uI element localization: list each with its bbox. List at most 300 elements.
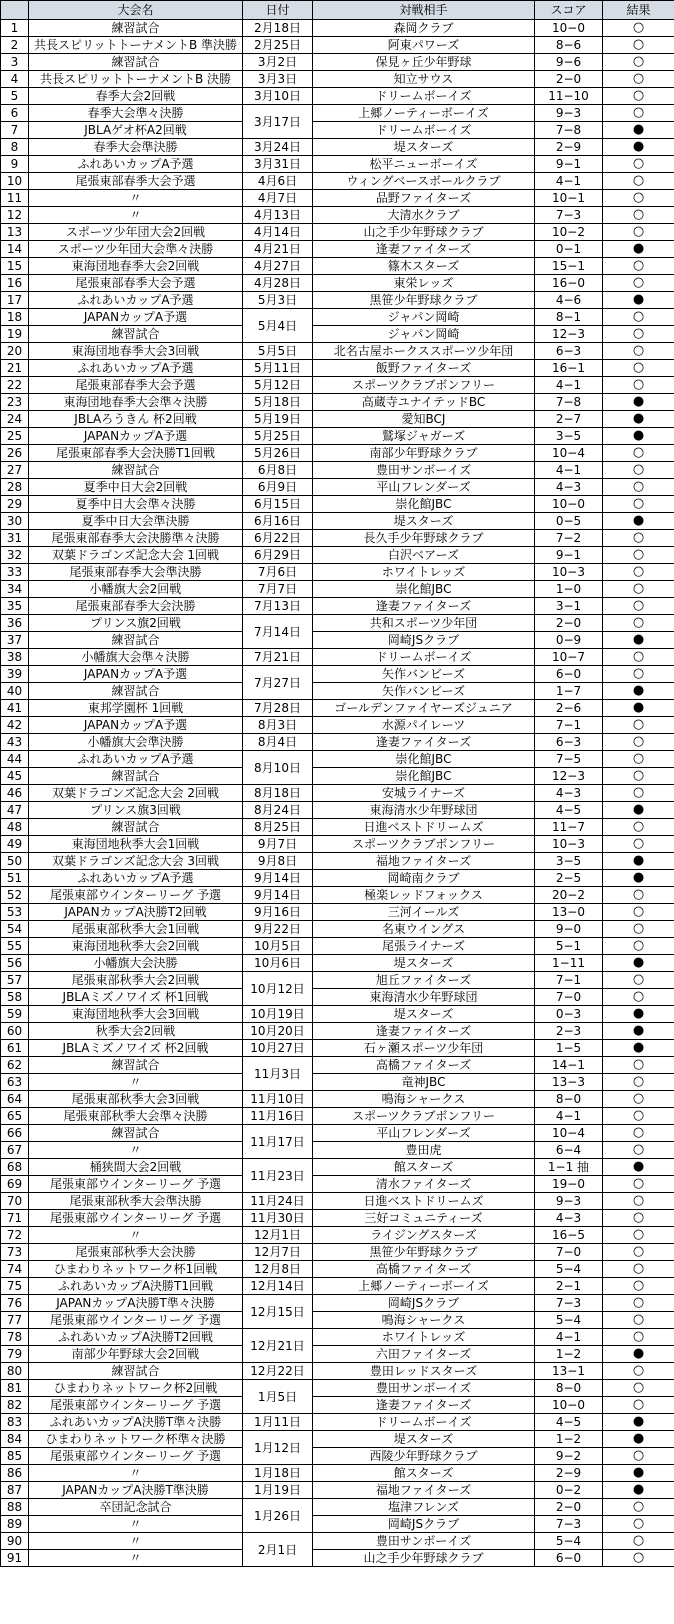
table-row — [1, 54, 674, 71]
opponent-name: 堤スターズ — [313, 955, 535, 972]
table-row — [1, 88, 674, 105]
opponent-name: 東海清水少年野球団 — [313, 802, 535, 819]
opponent-name: 清水ファイターズ — [313, 1176, 535, 1193]
match-date: 10月12日 — [243, 972, 313, 1006]
result-mark: ○ — [603, 1210, 674, 1227]
opponent-name: 崇化館JBC — [313, 496, 535, 513]
tournament-name: 桶狭間大会2回戦 — [29, 1159, 243, 1176]
row-number: 24 — [1, 411, 29, 428]
opponent-name: ドリームボーイズ — [313, 649, 535, 666]
result-mark: ● — [603, 428, 674, 445]
score: 10−1 — [535, 190, 603, 207]
match-date: 3月31日 — [243, 156, 313, 173]
opponent-name: ホワイトレッズ — [313, 564, 535, 581]
match-date: 2月18日 — [243, 20, 313, 37]
opponent-name: 北名古屋ホークススポーツ少年団 — [313, 343, 535, 360]
result-mark: ○ — [603, 1448, 674, 1465]
result-mark: ● — [603, 1023, 674, 1040]
opponent-name: ホワイトレッズ — [313, 1329, 535, 1346]
tournament-name: 尾張東部春季大会予選 — [29, 173, 243, 190]
match-date: 4月6日 — [243, 173, 313, 190]
tournament-name: 〃 — [29, 190, 243, 207]
result-mark: ○ — [603, 819, 674, 836]
opponent-name: 黒笹少年野球クラブ — [313, 1244, 535, 1261]
result-mark: ○ — [603, 972, 674, 989]
opponent-name: 堤スターズ — [313, 1006, 535, 1023]
result-mark: ● — [603, 1431, 674, 1448]
match-date: 9月16日 — [243, 904, 313, 921]
opponent-name: 山之手少年野球クラブ — [313, 224, 535, 241]
tournament-name: 東海団地春季大会準々決勝 — [29, 394, 243, 411]
tournament-name: 尾張東部秋季大会準決勝 — [29, 1193, 243, 1210]
match-date: 8月25日 — [243, 819, 313, 836]
match-date: 3月24日 — [243, 139, 313, 156]
result-mark: ○ — [603, 547, 674, 564]
row-number: 44 — [1, 751, 29, 768]
row-number: 51 — [1, 870, 29, 887]
score: 7−8 — [535, 394, 603, 411]
result-mark: ○ — [603, 598, 674, 615]
row-number: 36 — [1, 615, 29, 632]
score: 7−1 — [535, 972, 603, 989]
score: 4−6 — [535, 292, 603, 309]
opponent-name: 愛知BCJ — [313, 411, 535, 428]
result-mark: ○ — [603, 904, 674, 921]
result-mark: ● — [603, 683, 674, 700]
tournament-name: 尾張東部ウインターリーグ 予選 — [29, 887, 243, 904]
match-date: 7月13日 — [243, 598, 313, 615]
tournament-name: 尾張東部春季大会決勝準々決勝 — [29, 530, 243, 547]
score: 4−1 — [535, 173, 603, 190]
table-row — [1, 1040, 674, 1057]
score: 2−5 — [535, 870, 603, 887]
row-number: 37 — [1, 632, 29, 649]
tournament-name: 〃 — [29, 1142, 243, 1159]
match-date: 5月12日 — [243, 377, 313, 394]
score: 4−5 — [535, 1414, 603, 1431]
opponent-name: 岡崎JSクラブ — [313, 632, 535, 649]
header-row — [1, 1, 674, 20]
table-row — [1, 479, 674, 496]
score: 16−0 — [535, 275, 603, 292]
score: 10−0 — [535, 496, 603, 513]
opponent-name: 南部少年野球クラブ — [313, 445, 535, 462]
score: 11−7 — [535, 819, 603, 836]
match-date: 11月23日 — [243, 1159, 313, 1193]
tournament-name: 練習試合 — [29, 326, 243, 343]
match-date: 1月26日 — [243, 1499, 313, 1533]
opponent-name: 堤スターズ — [313, 1431, 535, 1448]
row-number: 63 — [1, 1074, 29, 1091]
table-row — [1, 445, 674, 462]
opponent-name: 大清水クラブ — [313, 207, 535, 224]
row-number: 54 — [1, 921, 29, 938]
opponent-name: 上郷ノーティーボーイズ — [313, 105, 535, 122]
row-number: 75 — [1, 1278, 29, 1295]
score: 7−3 — [535, 1295, 603, 1312]
opponent-name: 共和スポーツ少年団 — [313, 615, 535, 632]
opponent-name: 逢妻ファイターズ — [313, 734, 535, 751]
result-mark: ● — [603, 1482, 674, 1499]
tournament-name: 練習試合 — [29, 462, 243, 479]
score: 9−0 — [535, 921, 603, 938]
score: 9−1 — [535, 547, 603, 564]
match-date: 12月1日 — [243, 1227, 313, 1244]
score: 9−3 — [535, 105, 603, 122]
row-number: 69 — [1, 1176, 29, 1193]
table-row — [1, 275, 674, 292]
row-number: 10 — [1, 173, 29, 190]
table-row — [1, 173, 674, 190]
tournament-name: 東海団地秋季大会1回戦 — [29, 836, 243, 853]
opponent-name: 品野ファイターズ — [313, 190, 535, 207]
match-date: 5月4日 — [243, 309, 313, 343]
score: 20−2 — [535, 887, 603, 904]
table-row — [1, 1125, 674, 1142]
result-mark: ○ — [603, 1380, 674, 1397]
table-row — [1, 666, 674, 683]
table-row — [1, 1006, 674, 1023]
table-row — [1, 836, 674, 853]
row-number: 60 — [1, 1023, 29, 1040]
opponent-name: 高蔵寺ユナイテッドBC — [313, 394, 535, 411]
opponent-name: 福地ファイターズ — [313, 1482, 535, 1499]
result-mark: ○ — [603, 224, 674, 241]
score: 2−3 — [535, 1023, 603, 1040]
score: 4−5 — [535, 802, 603, 819]
tournament-name: 東海団地春季大会2回戦 — [29, 258, 243, 275]
opponent-name: スポーツクラブボンフリー — [313, 377, 535, 394]
row-number: 35 — [1, 598, 29, 615]
row-number: 87 — [1, 1482, 29, 1499]
result-mark: ○ — [603, 1176, 674, 1193]
opponent-name: 長久手少年野球クラブ — [313, 530, 535, 547]
opponent-name: 高橋ファイターズ — [313, 1057, 535, 1074]
tournament-name: 共長スピリットトーナメントB 決勝 — [29, 71, 243, 88]
score: 9−1 — [535, 156, 603, 173]
result-mark: ○ — [603, 479, 674, 496]
row-number: 23 — [1, 394, 29, 411]
match-date: 4月27日 — [243, 258, 313, 275]
tournament-name: 東海団地秋季大会3回戦 — [29, 1006, 243, 1023]
opponent-name: ドリームボーイズ — [313, 88, 535, 105]
match-date: 7月28日 — [243, 700, 313, 717]
row-number: 14 — [1, 241, 29, 258]
tournament-name: 小幡旗大会準々決勝 — [29, 649, 243, 666]
table-row — [1, 513, 674, 530]
match-date: 11月10日 — [243, 1091, 313, 1108]
table-row — [1, 360, 674, 377]
tournament-name: 練習試合 — [29, 1363, 243, 1380]
match-date: 6月22日 — [243, 530, 313, 547]
table-row — [1, 955, 674, 972]
match-date: 11月3日 — [243, 1057, 313, 1091]
table-row — [1, 1261, 674, 1278]
table-row — [1, 496, 674, 513]
row-number: 90 — [1, 1533, 29, 1550]
table-row — [1, 972, 674, 989]
table-row — [1, 1159, 674, 1176]
score: 5−4 — [535, 1312, 603, 1329]
row-number: 21 — [1, 360, 29, 377]
match-date: 5月5日 — [243, 343, 313, 360]
score: 5−1 — [535, 938, 603, 955]
result-mark: ○ — [603, 1091, 674, 1108]
match-date: 2月1日 — [243, 1533, 313, 1567]
tournament-name: ふれあいカップA予選 — [29, 360, 243, 377]
match-date: 5月11日 — [243, 360, 313, 377]
match-date: 1月12日 — [243, 1431, 313, 1465]
opponent-name: 白沢ベアーズ — [313, 547, 535, 564]
match-date: 8月24日 — [243, 802, 313, 819]
row-number: 76 — [1, 1295, 29, 1312]
score: 10−3 — [535, 564, 603, 581]
row-number: 62 — [1, 1057, 29, 1074]
table-row — [1, 1278, 674, 1295]
table-row — [1, 1227, 674, 1244]
match-date: 1月11日 — [243, 1414, 313, 1431]
tournament-name: 尾張東部春季大会準決勝 — [29, 564, 243, 581]
table-row — [1, 1074, 674, 1091]
match-date: 9月7日 — [243, 836, 313, 853]
row-number: 2 — [1, 37, 29, 54]
score: 8−0 — [535, 1091, 603, 1108]
row-number: 5 — [1, 88, 29, 105]
match-date: 12月22日 — [243, 1363, 313, 1380]
row-number: 57 — [1, 972, 29, 989]
table-row — [1, 1176, 674, 1193]
score: 13−3 — [535, 1074, 603, 1091]
opponent-name: 堤スターズ — [313, 513, 535, 530]
opponent-name: ジャパン岡崎 — [313, 309, 535, 326]
table-row — [1, 1210, 674, 1227]
result-mark: ○ — [603, 1329, 674, 1346]
tournament-name: 尾張東部春季大会予選 — [29, 275, 243, 292]
score: 0−1 — [535, 241, 603, 258]
row-number: 89 — [1, 1516, 29, 1533]
row-number: 3 — [1, 54, 29, 71]
table-row — [1, 190, 674, 207]
score: 16−5 — [535, 1227, 603, 1244]
result-mark: ○ — [603, 1397, 674, 1414]
score: 2−1 — [535, 1278, 603, 1295]
opponent-name: 黒笹少年野球クラブ — [313, 292, 535, 309]
tournament-name: 小幡旗大会2回戦 — [29, 581, 243, 598]
row-number: 28 — [1, 479, 29, 496]
score: 4−1 — [535, 1329, 603, 1346]
opponent-name: 安城ライナーズ — [313, 785, 535, 802]
match-date: 7月21日 — [243, 649, 313, 666]
opponent-name: 旭丘ファイターズ — [313, 972, 535, 989]
result-mark: ○ — [603, 462, 674, 479]
table-row — [1, 768, 674, 785]
tournament-name: 尾張東部ウインターリーグ 予選 — [29, 1397, 243, 1414]
score: 1−2 — [535, 1346, 603, 1363]
score: 7−3 — [535, 1516, 603, 1533]
tournament-name: 小幡旗大会決勝 — [29, 955, 243, 972]
tournament-name: 春季大会2回戦 — [29, 88, 243, 105]
result-mark: ○ — [603, 20, 674, 37]
score: 5−4 — [535, 1261, 603, 1278]
result-mark: ○ — [603, 445, 674, 462]
opponent-name: 上郷ノーティーボーイズ — [313, 1278, 535, 1295]
match-date: 11月24日 — [243, 1193, 313, 1210]
table-row — [1, 632, 674, 649]
result-mark: ○ — [603, 768, 674, 785]
result-mark: ○ — [603, 1108, 674, 1125]
table-row — [1, 683, 674, 700]
result-mark: ○ — [603, 615, 674, 632]
table-row — [1, 598, 674, 615]
table-row — [1, 309, 674, 326]
row-number: 64 — [1, 1091, 29, 1108]
opponent-name: 名東ウイングス — [313, 921, 535, 938]
table-row — [1, 326, 674, 343]
result-mark: ○ — [603, 207, 674, 224]
table-row — [1, 428, 674, 445]
table-row — [1, 122, 674, 139]
opponent-name: 岡崎JSクラブ — [313, 1516, 535, 1533]
row-number: 46 — [1, 785, 29, 802]
opponent-name: 福地ファイターズ — [313, 853, 535, 870]
row-number: 6 — [1, 105, 29, 122]
result-mark: ● — [603, 122, 674, 139]
result-mark: ○ — [603, 666, 674, 683]
tournament-name: 練習試合 — [29, 1057, 243, 1074]
result-mark: ○ — [603, 989, 674, 1006]
row-number: 1 — [1, 20, 29, 37]
tournament-name: 練習試合 — [29, 768, 243, 785]
tournament-name: ふれあいカップA決勝T1回戦 — [29, 1278, 243, 1295]
tournament-name: JAPANカップA決勝T準決勝 — [29, 1482, 243, 1499]
row-number: 80 — [1, 1363, 29, 1380]
result-mark: ○ — [603, 530, 674, 547]
table-row — [1, 717, 674, 734]
score: 15−1 — [535, 258, 603, 275]
row-number: 50 — [1, 853, 29, 870]
opponent-name: 鳴海シャークス — [313, 1312, 535, 1329]
row-number: 59 — [1, 1006, 29, 1023]
result-mark: ○ — [603, 1193, 674, 1210]
opponent-name: 松平ニューボーイズ — [313, 156, 535, 173]
tournament-name: 尾張東部秋季大会2回戦 — [29, 972, 243, 989]
match-date: 5月19日 — [243, 411, 313, 428]
result-mark: ○ — [603, 1516, 674, 1533]
table-row — [1, 1193, 674, 1210]
match-date: 10月20日 — [243, 1023, 313, 1040]
table-row — [1, 989, 674, 1006]
header-tournament: 大会名 — [29, 1, 243, 20]
score: 6−0 — [535, 1550, 603, 1567]
tournament-name: JBLAミズノワイズ 杯1回戦 — [29, 989, 243, 1006]
tournament-name: 尾張東部秋季大会1回戦 — [29, 921, 243, 938]
match-date: 10月5日 — [243, 938, 313, 955]
opponent-name: 尾張ライナーズ — [313, 938, 535, 955]
row-number: 4 — [1, 71, 29, 88]
opponent-name: 豊田サンボーイズ — [313, 1380, 535, 1397]
table-row — [1, 1329, 674, 1346]
tournament-name: 〃 — [29, 1465, 243, 1482]
tournament-name: 双葉ドラゴンズ記念大会 3回戦 — [29, 853, 243, 870]
table-row — [1, 1482, 674, 1499]
match-date: 4月13日 — [243, 207, 313, 224]
result-mark: ○ — [603, 836, 674, 853]
opponent-name: ゴールデンファイヤーズジュニア — [313, 700, 535, 717]
opponent-name: ドリームボーイズ — [313, 1414, 535, 1431]
table-row — [1, 1499, 674, 1516]
match-date: 8月3日 — [243, 717, 313, 734]
row-number: 39 — [1, 666, 29, 683]
table-header — [1, 1, 674, 20]
table-row — [1, 207, 674, 224]
tournament-name: スポーツ少年団大会2回戦 — [29, 224, 243, 241]
row-number: 20 — [1, 343, 29, 360]
score: 10−4 — [535, 445, 603, 462]
opponent-name: 館スターズ — [313, 1465, 535, 1482]
row-number: 30 — [1, 513, 29, 530]
opponent-name: 鷲塚ジャガーズ — [313, 428, 535, 445]
score: 9−3 — [535, 1193, 603, 1210]
opponent-name: 逢妻ファイターズ — [313, 1397, 535, 1414]
header-date: 日付 — [243, 1, 313, 20]
result-mark: ● — [603, 632, 674, 649]
score: 7−0 — [535, 989, 603, 1006]
tournament-name: 共長スピリットトーナメントB 準決勝 — [29, 37, 243, 54]
row-number: 84 — [1, 1431, 29, 1448]
row-number: 61 — [1, 1040, 29, 1057]
tournament-name: 南部少年野球大会2回戦 — [29, 1346, 243, 1363]
result-mark: ○ — [603, 1550, 674, 1567]
row-number: 8 — [1, 139, 29, 156]
score: 1−11 — [535, 955, 603, 972]
row-number: 41 — [1, 700, 29, 717]
opponent-name: 平山フレンダーズ — [313, 479, 535, 496]
row-number: 49 — [1, 836, 29, 853]
header-opponent: 対戦相手 — [313, 1, 535, 20]
row-number: 67 — [1, 1142, 29, 1159]
opponent-name: ウィングベースボールクラブ — [313, 173, 535, 190]
score: 11−10 — [535, 88, 603, 105]
opponent-name: 崇化館JBC — [313, 751, 535, 768]
row-number: 31 — [1, 530, 29, 547]
score: 1−1 抽 — [535, 1159, 603, 1176]
row-number: 13 — [1, 224, 29, 241]
result-mark: ○ — [603, 37, 674, 54]
match-date: 8月10日 — [243, 751, 313, 785]
opponent-name: 平山フレンダーズ — [313, 1125, 535, 1142]
score: 19−0 — [535, 1176, 603, 1193]
score: 1−7 — [535, 683, 603, 700]
match-date: 12月7日 — [243, 1244, 313, 1261]
opponent-name: 極楽レッドフォックス — [313, 887, 535, 904]
tournament-name: 春季大会準々決勝 — [29, 105, 243, 122]
tournament-name: ひまわりネットワーク杯準々決勝 — [29, 1431, 243, 1448]
match-date: 5月18日 — [243, 394, 313, 411]
score: 4−3 — [535, 1210, 603, 1227]
result-mark: ● — [603, 139, 674, 156]
result-mark: ○ — [603, 1057, 674, 1074]
row-number: 15 — [1, 258, 29, 275]
match-date: 3月10日 — [243, 88, 313, 105]
table-row — [1, 20, 674, 37]
table-row — [1, 241, 674, 258]
opponent-name: 東栄レッズ — [313, 275, 535, 292]
result-mark: ○ — [603, 343, 674, 360]
result-mark: ○ — [603, 1074, 674, 1091]
row-number: 55 — [1, 938, 29, 955]
result-mark: ● — [603, 241, 674, 258]
opponent-name: スポーツクラブボンフリー — [313, 1108, 535, 1125]
